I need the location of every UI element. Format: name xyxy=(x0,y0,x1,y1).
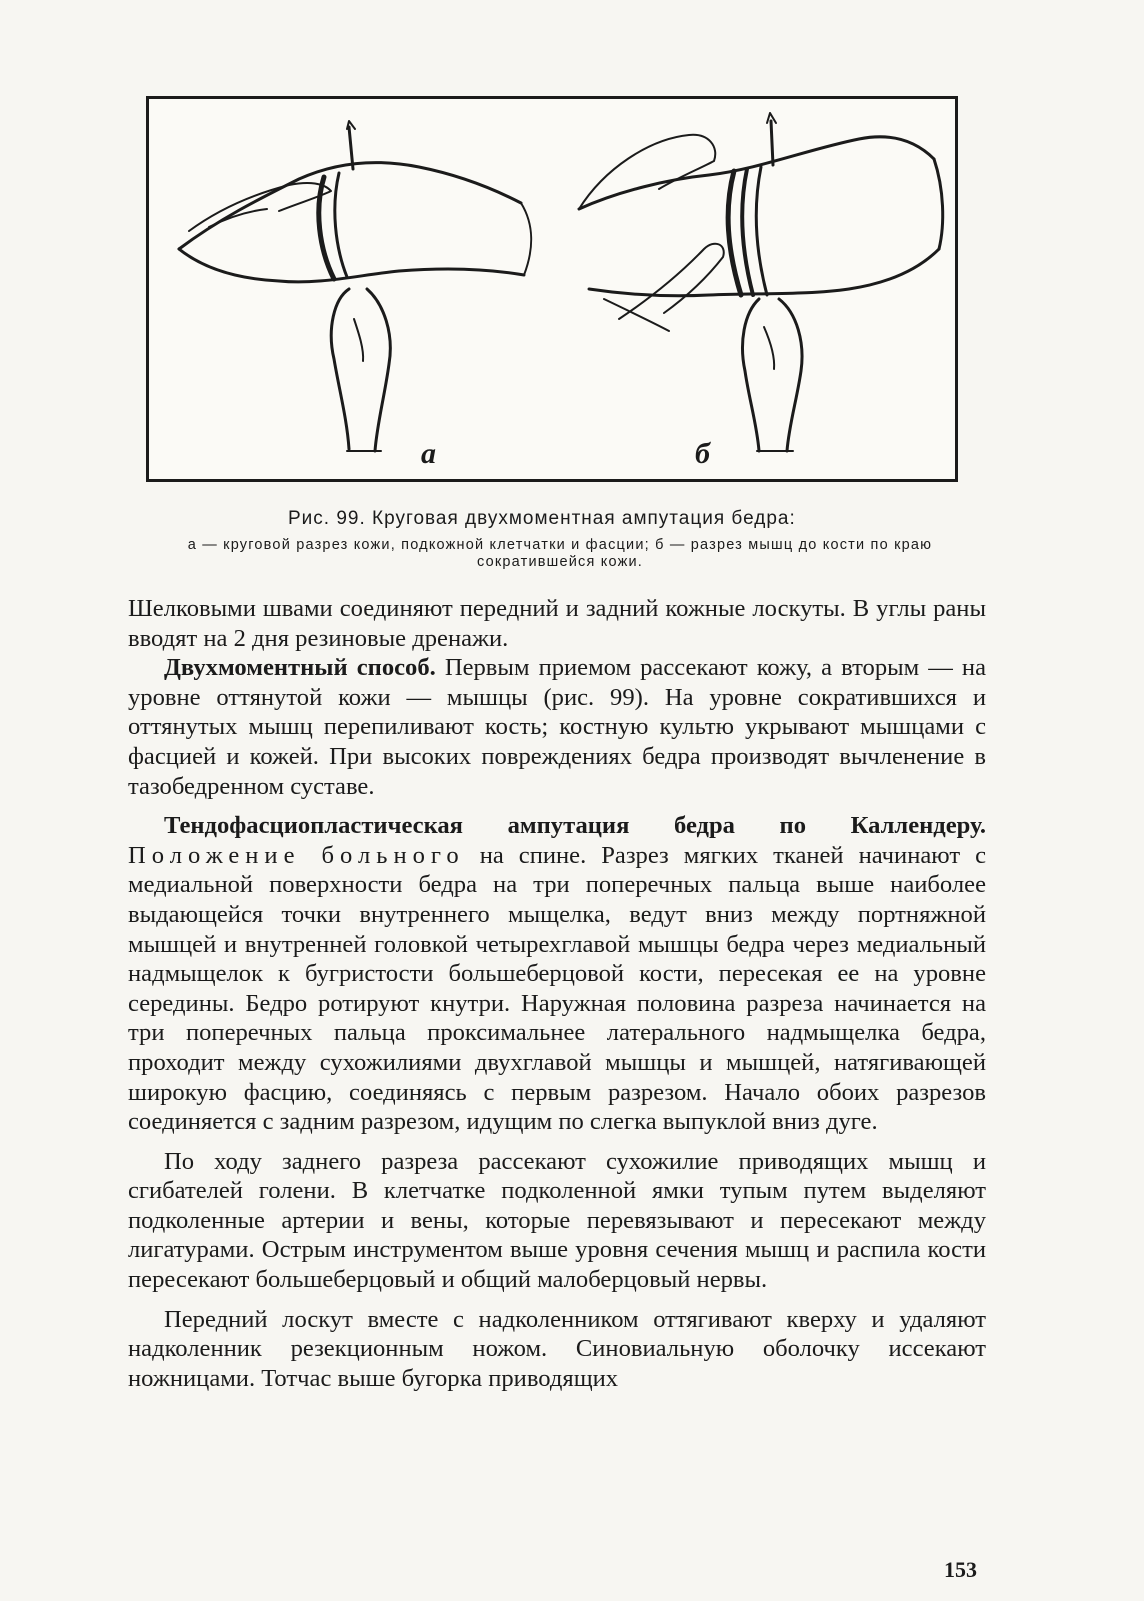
paragraph xyxy=(128,594,986,653)
panel-a-label: а xyxy=(421,437,436,470)
panel-b-drawing xyxy=(579,113,943,451)
panel-b-label: б xyxy=(695,437,710,470)
page-number: 153 xyxy=(944,1557,977,1582)
paragraph xyxy=(128,1147,986,1295)
paragraph-text: Шелковыми швами соединяют передний и задний кожные лоскуты. В углы раны вводят на 2 дня резиновые дренажи. xyxy=(128,595,986,652)
paragraph-spaced-text: Положение больного xyxy=(128,841,465,869)
paragraph-heading: Двухмоментный способ. xyxy=(164,654,436,682)
paragraph-text: По ходу заднего разреза рассекают сухожилие приводящих мышц и сгибателей голени. В клетчатке подколенной ямки тупым путем выделяют подколенные артерии и вены, которые перевязывают и пересекают между лигатурами. Острым инструментом выше уровня сечения мышц и распила кости пересекают большеберцовый и общий малоберцовый нервы. xyxy=(128,1147,986,1294)
paragraph-heading: Тендофасциопластическая ампутация бедра по Каллендеру. xyxy=(164,812,986,840)
figure-caption-title: Рис. 99. Круговая двухмоментная ампутация бедра: xyxy=(288,508,796,529)
amputation-illustration xyxy=(149,99,955,479)
paragraph-text: Передний лоскут вместе с надколенником оттягивают кверху и удаляют надколенник резекционным ножом. Синовиальную оболочку иссекают ножницами. Тотчас выше бугорка приводящих xyxy=(128,1305,986,1392)
paragraph-text: Первым приемом рассекают кожу, а вторым — на уровне оттянутой кожи — мышцы (рис. 99). На уровне сократившихся и оттянутых мышц перепиливают кость; костную культю укрывают мышцами с фасцией и кожей. При высоких повреждениях бедра производят вычленение в тазобедренном суставе. xyxy=(128,654,986,800)
body-text xyxy=(128,594,986,1393)
figure-caption-legend: а — круговой разрез кожи, подкожной клетчатки и фасции; б — разрез мышц до кости по краю сократившейся кожи. xyxy=(187,537,933,570)
paragraph xyxy=(128,1305,986,1394)
paragraph xyxy=(128,811,986,1137)
panel-a-drawing xyxy=(179,121,531,451)
paragraph-text: на спине. Разрез мягких тканей начинают с медиальной поверхности бедра на три поперечных пальца выше наиболее выдающейся точки внутреннего мыщелка, ведут вниз между портняжной мышцей и внутренней головкой четырехглавой мышцы бедра через медиальный надмыщелок к бугристости большеберцовой кости, пересекая ее на уровне середины. Бедро ротируют кнутри. Наружная половина разреза начинается на три поперечных пальца проксимальнее латерального надмыщелка бедра, проходит между сухожилиями двухглавой мышцы и мышцей, натягивающей широкую фасцию, соединяясь с первым разрезом. Начало обоих разрезов соединяется с задним разрезом, идущим по слегка выпуклой вниз дуге. xyxy=(128,841,986,1136)
paragraph xyxy=(128,653,986,801)
figure-99 xyxy=(146,96,958,482)
